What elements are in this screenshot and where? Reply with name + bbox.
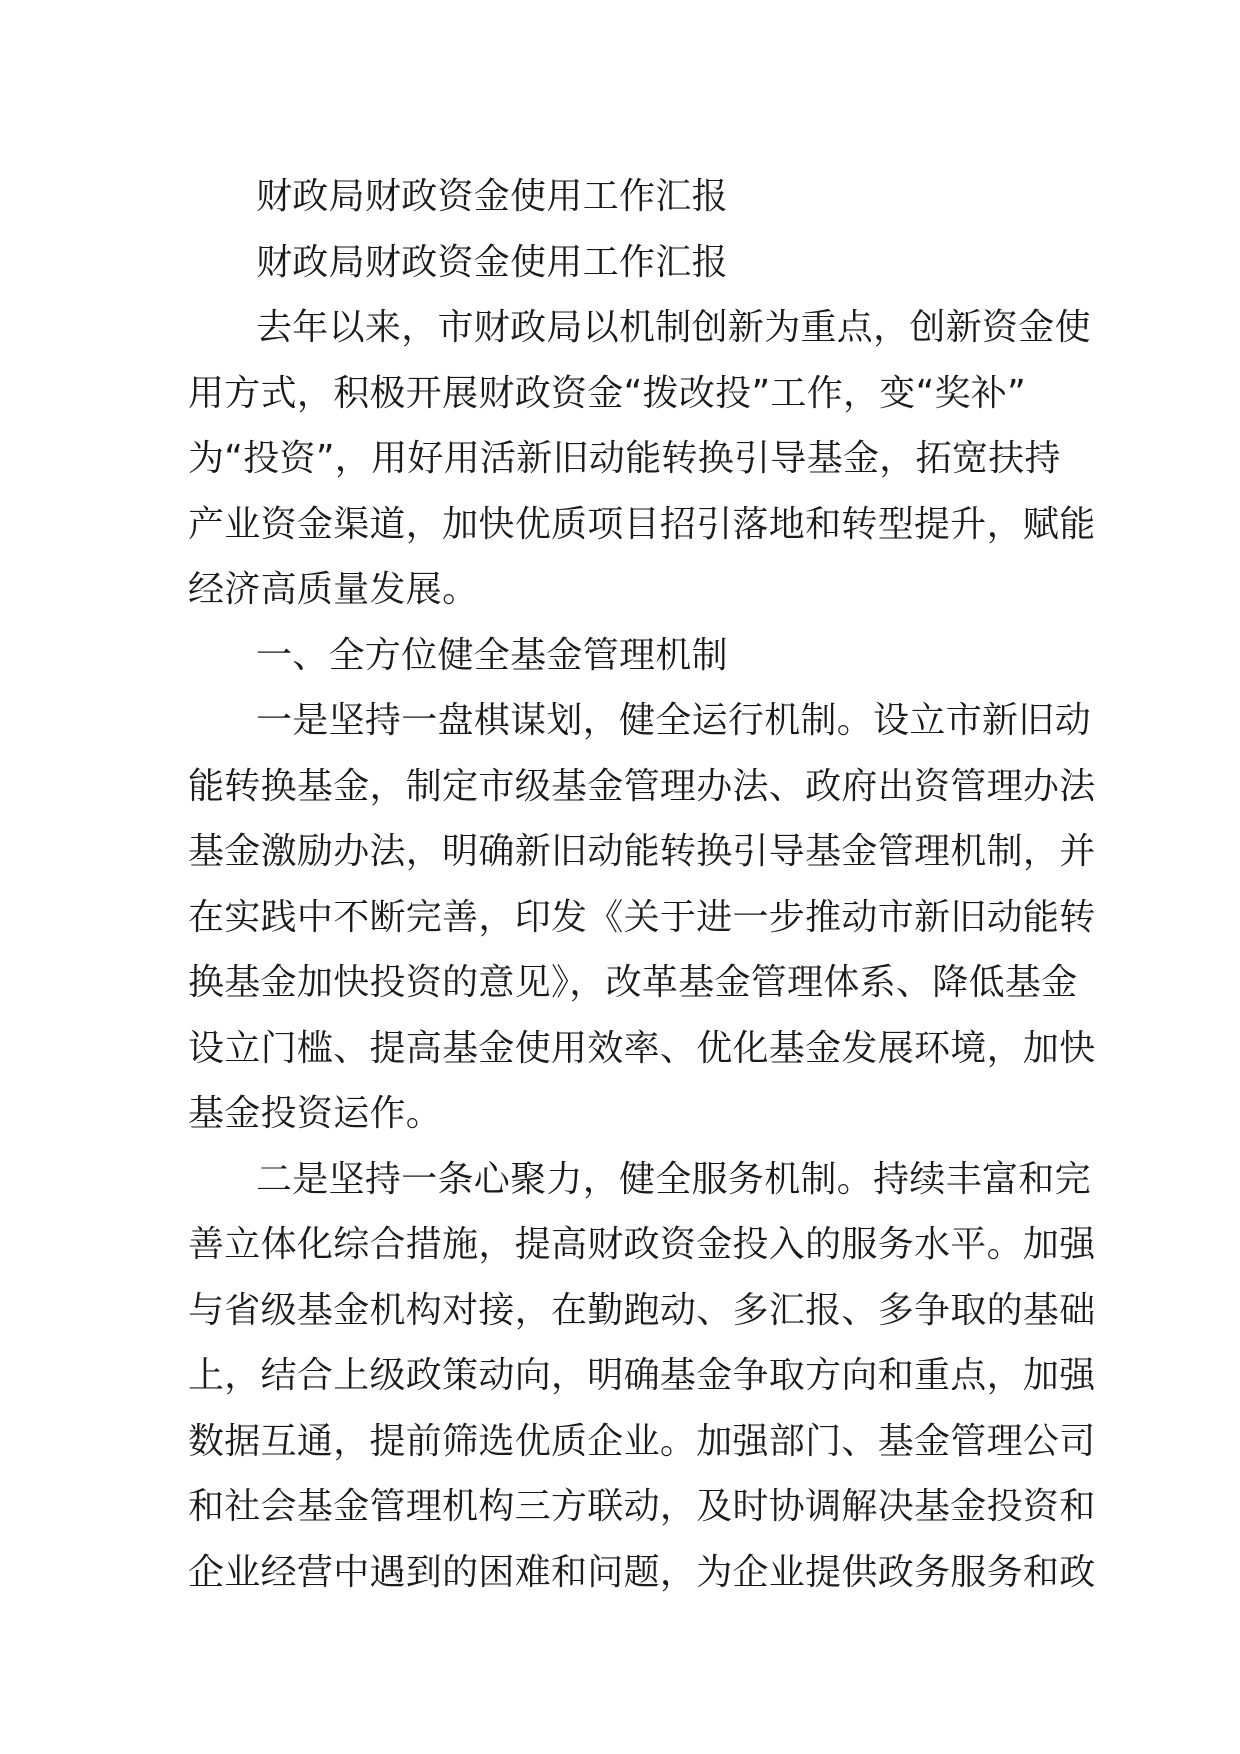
paragraph-line: 能转换基金，制定市级基金管理办法、政府出资管理办法 bbox=[188, 765, 1096, 807]
paragraph-operation-mechanism bbox=[188, 688, 1096, 1147]
paragraph-line: 用方式，积极开展财政资金“拨改投”工作，变“奖补” bbox=[188, 372, 1027, 414]
paragraph-line: 设立门槛、提高基金使用效率、优化基金发展环境，加快 bbox=[188, 1027, 1096, 1069]
paragraph-line: 与省级基金机构对接，在勤跑动、多汇报、多争取的基础 bbox=[188, 1289, 1096, 1331]
paragraph-line: 一是坚持一盘棋谋划，健全运行机制。设立市新旧动 bbox=[256, 700, 1091, 741]
paragraph-line: 经济高质量发展。 bbox=[188, 569, 479, 610]
paragraph-line: 二是坚持一条心聚力，健全服务机制。持续丰富和完 bbox=[256, 1158, 1091, 1200]
paragraph-line: 企业经营中遇到的困难和问题，为企业提供政务服务和政 bbox=[188, 1551, 1096, 1593]
paragraph-line: 基金投资运作。 bbox=[188, 1093, 443, 1134]
section-heading-text: 一、全方位健全基金管理机制 bbox=[256, 634, 728, 676]
paragraph-line: 换基金加快投资的意见》，改革基金管理体系、降低基金 bbox=[188, 962, 1078, 1003]
paragraph-line: 在实践中不断完善，印发《关于进一步推动市新旧动能转 bbox=[188, 896, 1096, 938]
document-body bbox=[188, 164, 1096, 1605]
document-title-repeat: 财政局财政资金使用工作汇报 bbox=[256, 241, 728, 283]
paragraph-line: 产业资金渠道，加快优质项目招引落地和转型提升，赋能 bbox=[188, 503, 1096, 545]
paragraph-line: 为“投资”，用好用活新旧动能转换引导基金，拓宽扶持 bbox=[188, 438, 1061, 479]
paragraph-service-mechanism bbox=[188, 1147, 1096, 1606]
paragraph-line: 去年以来，市财政局以机制创新为重点，创新资金使 bbox=[256, 307, 1091, 348]
paragraph-intro bbox=[188, 295, 1096, 623]
paragraph-line: 善立体化综合措施，提高财政资金投入的服务水平。加强 bbox=[188, 1224, 1096, 1265]
paragraph-line: 数据互通，提前筛选优质企业。加强部门、基金管理公司 bbox=[188, 1420, 1096, 1462]
paragraph-line: 上，结合上级政策动向，明确基金争取方向和重点，加强 bbox=[188, 1355, 1096, 1396]
paragraph-line: 和社会基金管理机构三方联动，及时协调解决基金投资和 bbox=[188, 1486, 1096, 1527]
paragraph-line: 基金激励办法，明确新旧动能转换引导基金管理机制，并 bbox=[188, 831, 1096, 872]
document-title: 财政局财政资金使用工作汇报 bbox=[256, 176, 728, 217]
section-heading bbox=[188, 623, 1058, 689]
